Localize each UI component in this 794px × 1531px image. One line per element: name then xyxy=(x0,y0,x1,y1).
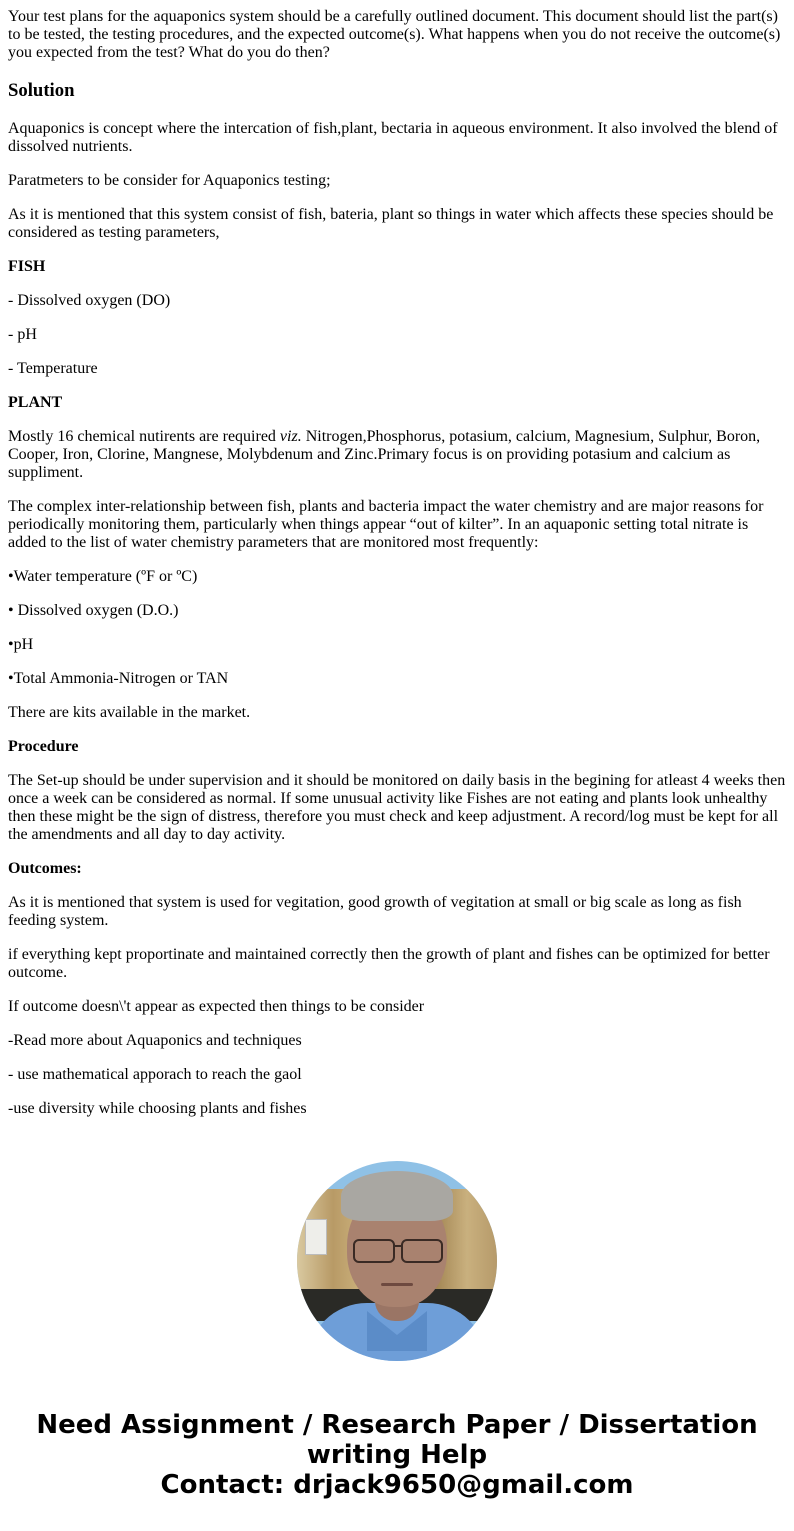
solution-heading: Solution xyxy=(8,80,75,101)
parameters-context: As it is mentioned that this system consist of fish, bateria, plant so things in water which affects these species should be considered as testing parameters, xyxy=(8,206,774,241)
plant-nutrients-prefix: Mostly 16 chemical nutirents are required xyxy=(8,428,280,445)
promo-line-1: Need Assignment / Research Paper / Dissertation xyxy=(36,1410,758,1440)
monitoring-paragraph: The complex inter-relationship between fish, plants and bacteria impact the water chemistry and are major reasons for periodically monitoring them, particularly when things appear “out of kilter”. In an aquaponic setting total nitrate is added to the list of water chemistry parameters that are monitored most frequently: xyxy=(8,498,764,551)
question-text: Your test plans for the aquaponics system should be a carefully outlined document. This document should list the part(s) to be tested, the testing procedures, and the expected outcome(s). What happens when you do not receive the outcome(s) you expected from the test? What do you do then? xyxy=(8,8,781,61)
document-body xyxy=(0,8,794,1118)
parameters-intro: Paratmeters to be consider for Aquaponics testing; xyxy=(8,172,331,189)
fish-param-item: - Temperature xyxy=(8,360,98,377)
water-param-item: •pH xyxy=(8,636,34,653)
fish-param-item: - Dissolved oxygen (DO) xyxy=(8,292,171,309)
wall-switch xyxy=(305,1219,327,1255)
mouth xyxy=(381,1283,413,1286)
promo-contact: Contact: drjack9650@gmail.com xyxy=(160,1470,634,1500)
fish-param-item: - pH xyxy=(8,326,37,343)
water-param-item: • Dissolved oxygen (D.O.) xyxy=(8,602,179,619)
outcome-action-item: -Read more about Aquaponics and techniques xyxy=(8,1032,302,1049)
glasses-lens-left xyxy=(353,1239,395,1263)
person-photo-icon xyxy=(297,1161,497,1361)
fish-heading: FISH xyxy=(8,258,46,275)
solution-intro: Aquaponics is concept where the intercation of fish,plant, bectaria in aqueous environment. It also involved the blend of dissolved nutrients. xyxy=(8,120,778,155)
procedure-text: The Set-up should be under supervision and it should be monitored on daily basis in the begining for atleast 4 weeks then once a week can be considered as normal. If some unusual activity like Fishes are not eating and plants look unhealthy then these might be the sign of distress, therefore you must check and keep adjustment. A record/log must be kept for all the amendments and all day to day activity. xyxy=(8,772,786,843)
procedure-heading: Procedure xyxy=(8,738,79,755)
plant-nutrients xyxy=(8,428,786,482)
promo-banner xyxy=(0,1410,794,1500)
kits-note: There are kits available in the market. xyxy=(8,704,251,721)
author-avatar xyxy=(297,1161,497,1361)
promo-line-2: writing Help xyxy=(306,1440,488,1470)
outcomes-paragraph: If outcome doesn\'t appear as expected then things to be consider xyxy=(8,998,425,1015)
hair xyxy=(341,1171,453,1221)
viz-abbreviation: viz. xyxy=(279,428,302,445)
outcomes-heading: Outcomes: xyxy=(8,860,82,877)
water-param-item: •Total Ammonia-Nitrogen or TAN xyxy=(8,670,229,687)
outcomes-paragraph: As it is mentioned that system is used for vegitation, good growth of vegitation at small or big scale as long as fish feeding system. xyxy=(8,894,742,929)
glasses-lens-right xyxy=(401,1239,443,1263)
outcomes-paragraph: if everything kept proportinate and maintained correctly then the growth of plant and fishes can be optimized for better outcome. xyxy=(8,946,770,981)
outcome-action-item: - use mathematical apporach to reach the gaol xyxy=(8,1066,302,1083)
water-param-item: •Water temperature (ºF or ºC) xyxy=(8,568,198,585)
plant-nutrients-suffix: Nitrogen,Phosphorus, potasium, calcium, Magnesium, Sulphur, Boron, Cooper, Iron, Clorine, Mangnese, Molybdenum and Zinc.Primary focus is on providing potasium and calcium as suppliment. xyxy=(8,428,761,481)
outcome-action-item: -use diversity while choosing plants and fishes xyxy=(8,1100,307,1117)
plant-heading: PLANT xyxy=(8,394,63,411)
